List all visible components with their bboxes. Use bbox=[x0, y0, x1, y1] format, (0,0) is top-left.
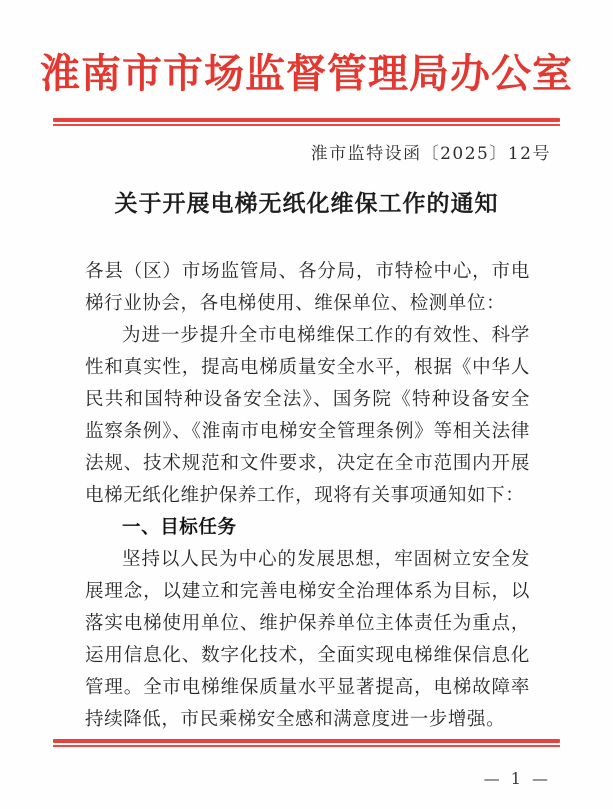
document-title: 关于开展电梯无纸化维保工作的通知 bbox=[114, 190, 499, 217]
issuing-organization: 淮南市市场监督管理局办公室 bbox=[40, 50, 573, 97]
section-1-heading: 一、目标任务 bbox=[122, 517, 237, 538]
footer-red-rule bbox=[53, 739, 560, 747]
footer-rule-thin bbox=[53, 745, 560, 747]
addressee-paragraph: 各县（区）市场监管局、各分局，市特检中心，市电梯行业协会，各电梯使用、维保单位、检测单位： bbox=[85, 261, 530, 314]
document-number: 淮市监特设函〔2025〕12号 bbox=[310, 144, 551, 164]
letterhead bbox=[0, 48, 613, 100]
section-1-paragraph: 坚持以人民为中心的发展思想，牢固树立安全发展理念，以建立和完善电梯安全治理体系为目标，以落实电梯使用单位、维护保养单位主体责任为重点，运用信息化、数字化技术，全面实现电梯维保信息化管理。全市电梯维保质量水平显著提高，电梯故障率持续降低，市民乘梯安全感和满意度进一步增强。 bbox=[85, 549, 530, 730]
document-body bbox=[85, 256, 530, 736]
header-rule-thin bbox=[53, 124, 560, 126]
header-red-rule bbox=[53, 118, 560, 126]
header-rule-thick bbox=[53, 118, 560, 122]
preamble-paragraph: 为进一步提升全市电梯维保工作的有效性、科学性和真实性，提高电梯质量安全水平，根据《中华人民共和国特种设备安全法》、国务院《特种设备安全监察条例》、《淮南市电梯安全管理条例》等相关法律法规、技术规范和文件要求，决定在全市范围内开展电梯无纸化维护保养工作，现将有关事项通知如下： bbox=[85, 325, 530, 506]
page-number: — 1 — bbox=[483, 769, 551, 788]
footer-rule-thick bbox=[53, 739, 560, 743]
